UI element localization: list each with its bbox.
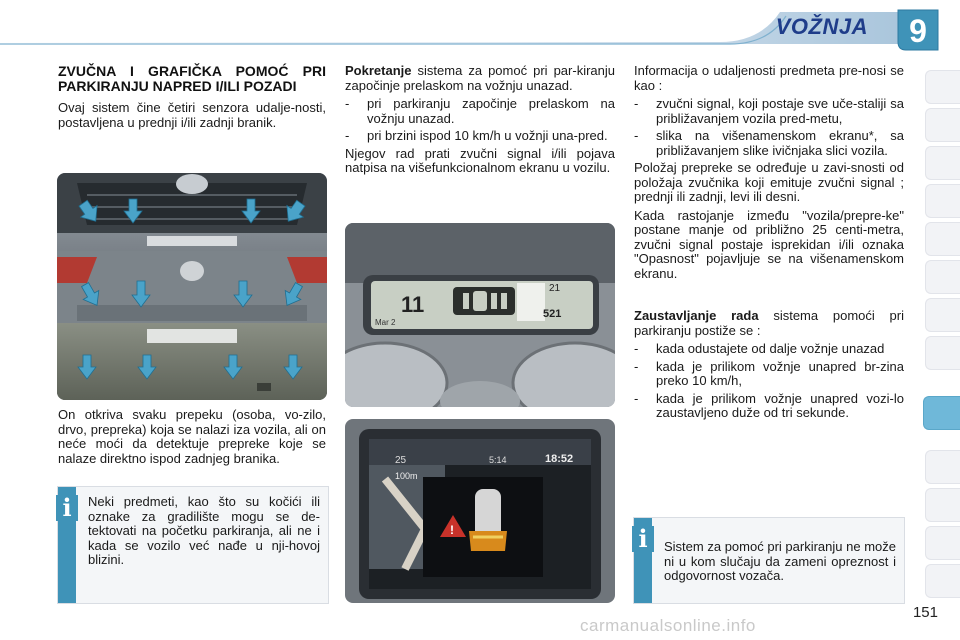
list-item: - pri parkiranju započinje prelaskom na vožnju unazad. xyxy=(345,96,615,126)
intro-paragraph: Ovaj sistem čine četiri senzora udalje-nosti, postavljena u prednji i/ili zadnji branik. xyxy=(58,100,326,130)
chapter-tab-active[interactable] xyxy=(923,396,960,430)
multifunction-screen-photo xyxy=(345,419,615,603)
chapter-tab[interactable] xyxy=(925,260,960,294)
distance-paragraph: Kada rastojanje između "vozila/prepre-ke" postane manje od približno 25 centi-metra, zvučni signal postaje isprekidan i/ili oznaka "Opasnost" pojavljuje se na višenamenskom ekranu. xyxy=(634,207,904,281)
column-1-lower xyxy=(58,408,326,470)
list-item: - kada je prilikom vožnje unapred br-zina preko 10 km/h, xyxy=(634,358,904,388)
dashboard-display-photo xyxy=(345,223,615,407)
chapter-tab[interactable] xyxy=(925,108,960,142)
chapter-tab[interactable] xyxy=(925,526,960,560)
page-header xyxy=(0,0,960,60)
screen-distance: 100m xyxy=(395,471,418,481)
stop-text: sistema pomoći pri parkiranju postiže se : xyxy=(634,308,904,338)
chapter-tab[interactable] xyxy=(925,298,960,332)
display-value-2: 521 xyxy=(543,308,562,320)
chapter-tab[interactable] xyxy=(925,488,960,522)
display-big-number: 11 xyxy=(401,292,425,317)
info-box-left xyxy=(57,486,329,604)
column-1 xyxy=(58,64,326,134)
info-box-right xyxy=(633,517,905,604)
chapter-tab[interactable] xyxy=(925,222,960,256)
section-title: ZVUČNA I GRAFIČKA POMOĆ PRI PARKIRANJU NAPRED I/ILI POZADI xyxy=(58,63,326,94)
svg-text:!: ! xyxy=(450,523,454,537)
list-item: - zvučni signal, koji postaje sve uče-staliji sa približavanjem vozila pred-metu, xyxy=(634,96,904,126)
column-2 xyxy=(345,64,615,180)
signal-paragraph: Njegov rad prati zvučni signal i/ili pojava natpisa na višefunkcionalnom ekranu u vozilu. xyxy=(345,145,615,175)
display-date: Mar 2 xyxy=(375,318,396,327)
page-number: 151 xyxy=(912,604,938,621)
chapter-title: VOŽNJA xyxy=(775,14,868,39)
list-item: - pri brzini ispod 10 km/h u vožnji una-pred. xyxy=(345,128,608,143)
screen-top-left: 25 xyxy=(395,455,407,466)
info-text: Sistem za pomoć pri parkiranju ne može ni u kom slučaju da zameni opreznost i odgovornost vozača. xyxy=(664,539,896,583)
chapter-tab[interactable] xyxy=(925,564,960,598)
chapter-tab[interactable] xyxy=(925,336,960,370)
stop-label: Zaustavljanje rada xyxy=(634,308,759,323)
info-icon: i xyxy=(56,495,78,521)
info-intro: Informacija o udaljenosti predmeta pre-nosi se kao : xyxy=(634,63,904,93)
list-item: - kada je prilikom vožnje unapred vozi-lo zaustavljeno duže od tri sekunde. xyxy=(634,390,904,420)
chapter-tab[interactable] xyxy=(925,146,960,180)
chapter-tab[interactable] xyxy=(925,184,960,218)
info-text: Neki predmeti, kao što su kočići ili oznake za gradilište mogu se de-tektovati na početku parkiranja, ali ne i kada se vozilo već nađe u nji-hovoj blizini. xyxy=(88,494,320,567)
chapter-number: 9 xyxy=(909,13,927,49)
list-item: - slika na višenamenskom ekranu*, sa približavanjem slike ivičnjaka slici vozila. xyxy=(634,128,904,158)
screen-time: 18:52 xyxy=(545,453,574,465)
list-item: - kada odustajete od dalje vožnje unazad xyxy=(634,341,885,356)
pokretanje-text: sistema za pomoć pri par-kiranju započinje prelaskom na vožnju unazad. xyxy=(345,63,615,93)
chapter-tab[interactable] xyxy=(925,70,960,104)
pokretanje-label: Pokretanje xyxy=(345,63,412,78)
info-icon: i xyxy=(632,526,654,552)
detection-paragraph: On otkriva svaku prepeku (osoba, vo-zilo, drvo, prepreka) koja se nalazi iza vozila, ali on neće moći da detektuje prepreke koje se nalaze direktno ispod zadnjeg branika. xyxy=(58,407,326,466)
bumper-sensors-photo xyxy=(57,173,327,400)
chapter-tab[interactable] xyxy=(925,450,960,484)
watermark: carmanualsonline.info xyxy=(580,616,756,635)
column-3 xyxy=(634,64,904,424)
screen-top-mid: 5:14 xyxy=(489,455,507,465)
display-value-1: 21 xyxy=(549,283,561,294)
position-paragraph: Položaj prepreke se određuje u zavi-snosti od položaja zvučnika koji emituje zvučni signal ; prednji ili zadnji, levi ili desni. xyxy=(634,160,904,204)
